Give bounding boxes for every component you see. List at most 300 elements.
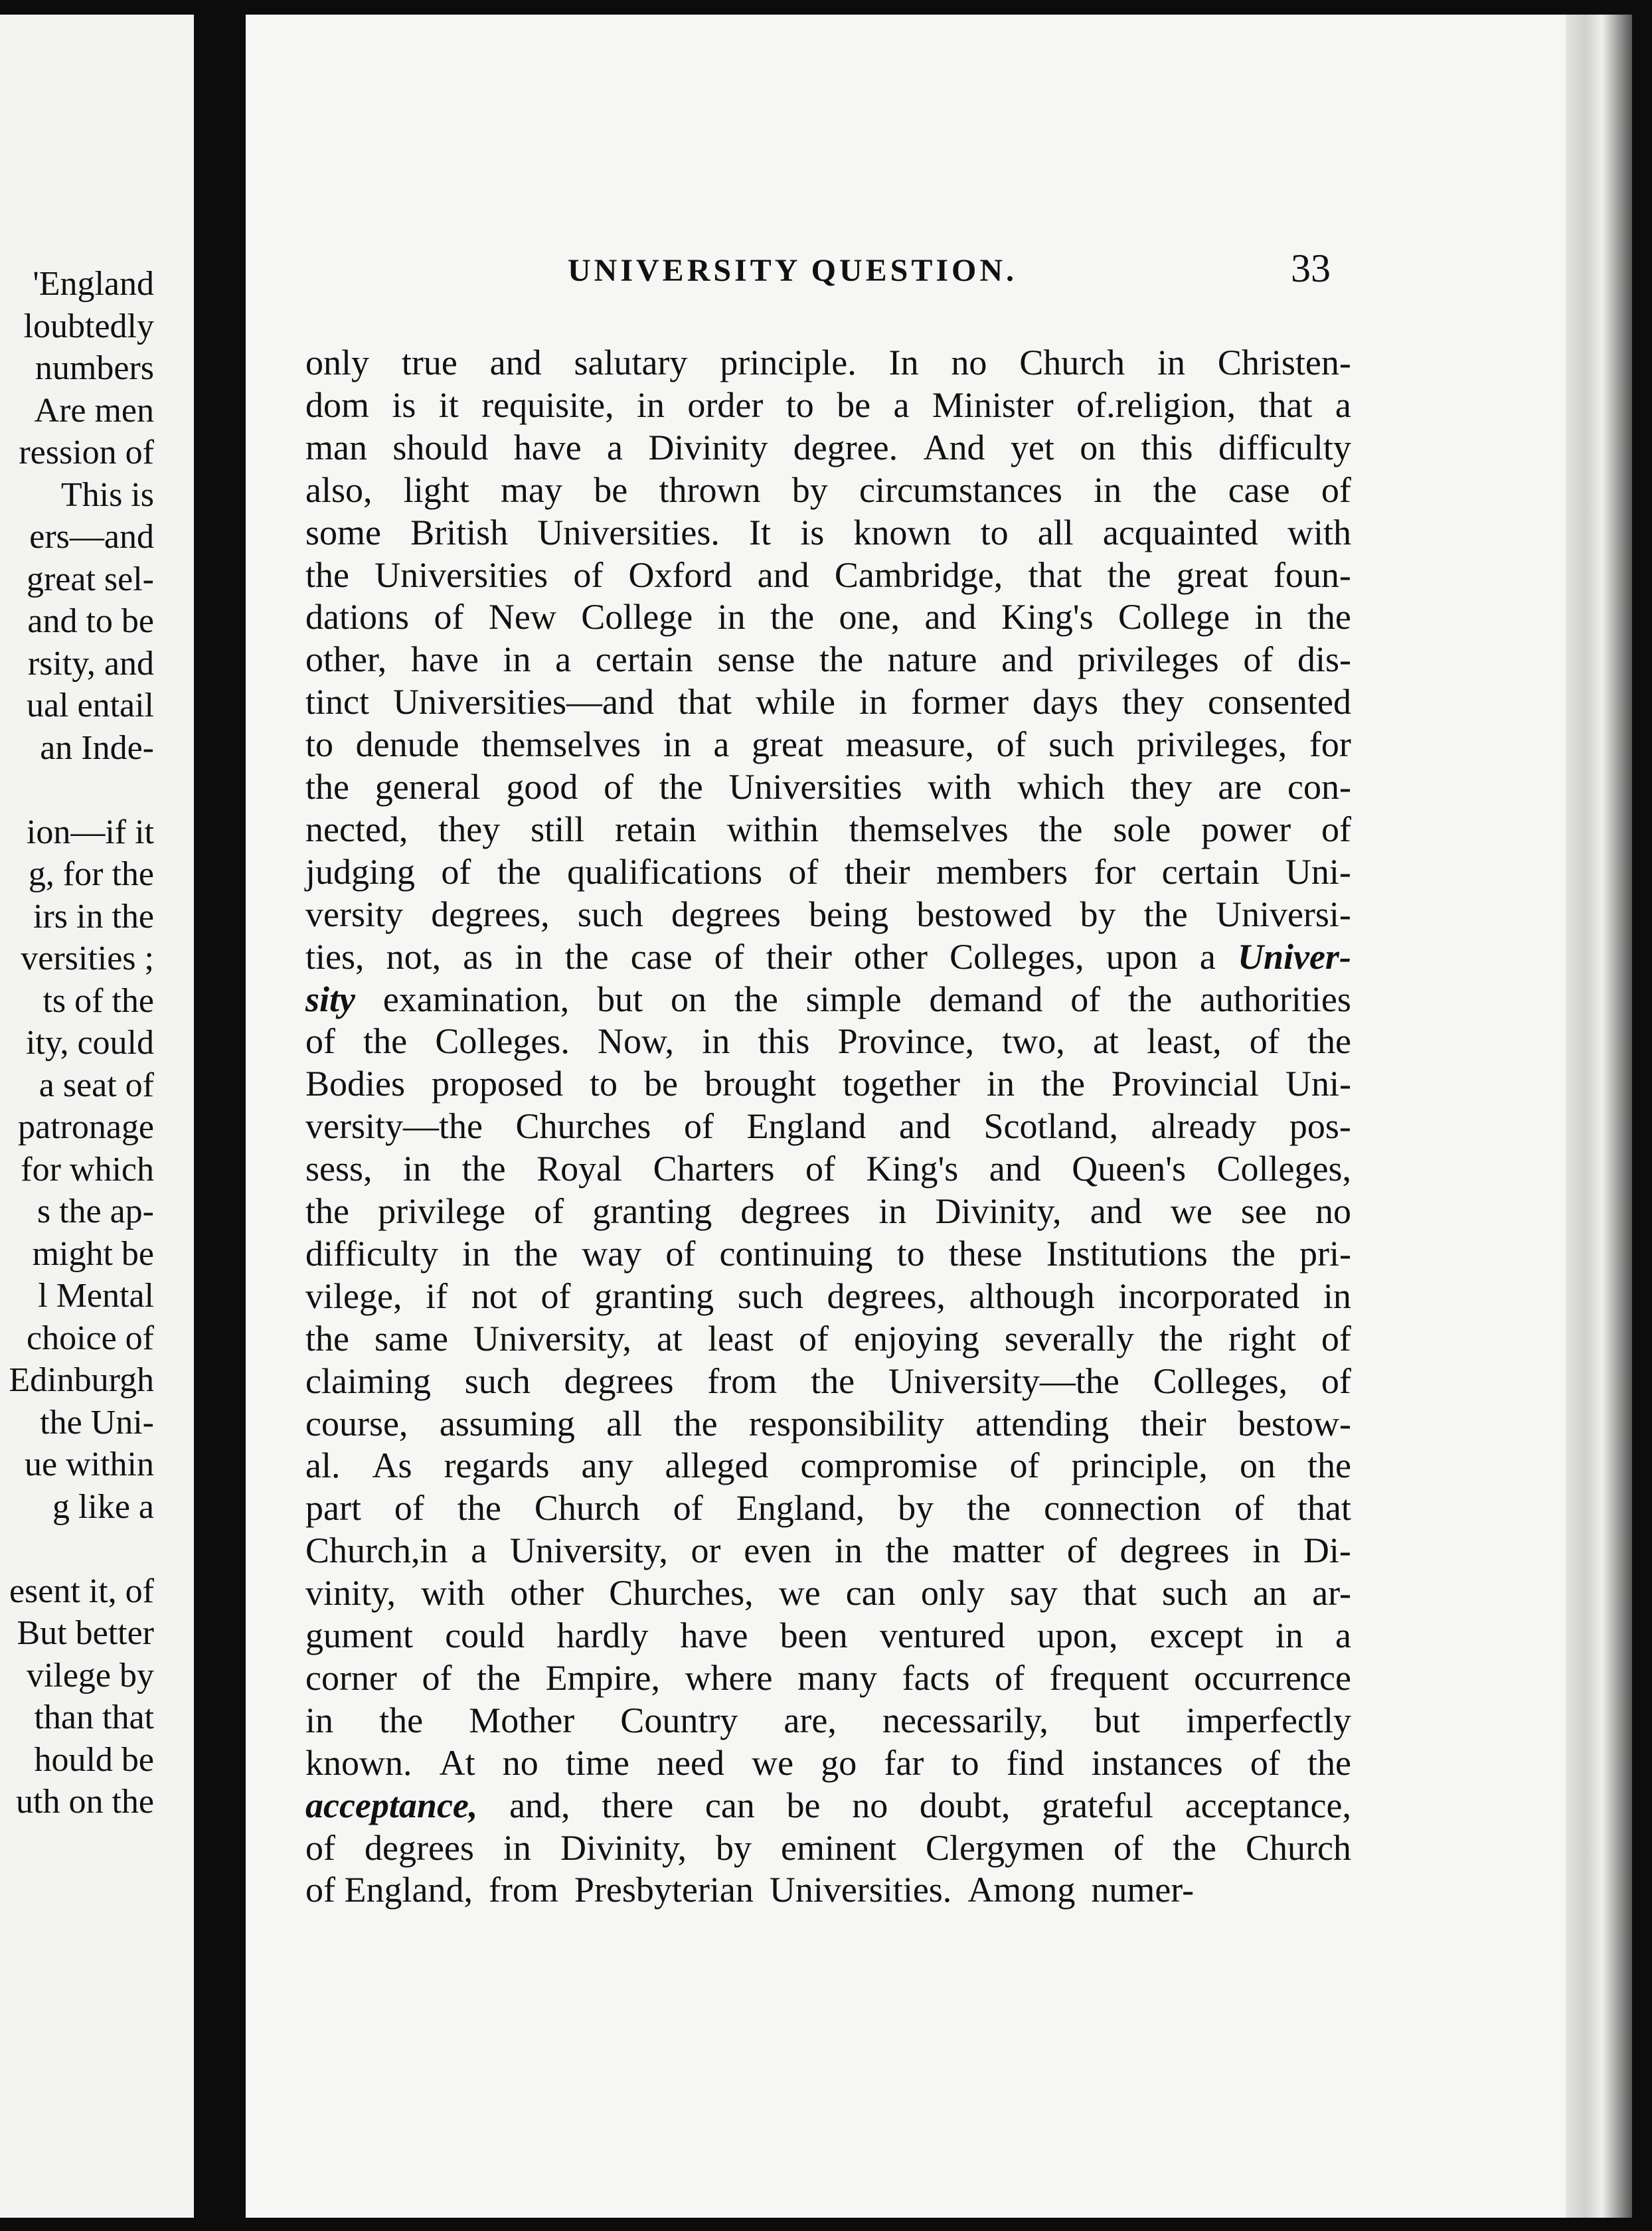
word: degrees: [1119, 1530, 1230, 1571]
word: a: [471, 1530, 487, 1571]
word: instances: [1091, 1742, 1223, 1783]
word: other: [854, 936, 928, 977]
text-line: [305, 892, 1351, 936]
word: are: [1218, 767, 1262, 807]
text-line: [305, 426, 1351, 469]
word: the: [1153, 469, 1197, 510]
word: Institutions: [1046, 1233, 1208, 1274]
word: attending: [975, 1403, 1110, 1444]
word: con-: [1287, 767, 1351, 807]
text-line: [305, 595, 1351, 639]
word: granting: [592, 1191, 712, 1231]
facing-page-line: and to be: [27, 602, 154, 640]
word: true: [401, 343, 457, 382]
word: al.: [305, 1446, 341, 1486]
word: Royal: [537, 1149, 623, 1189]
word: And: [923, 427, 985, 467]
word: we: [778, 1573, 821, 1613]
word: acquainted: [1102, 512, 1258, 552]
word: no: [951, 343, 987, 382]
word: it: [438, 384, 459, 425]
word: the: [1231, 1233, 1276, 1274]
word: with: [928, 767, 992, 807]
word: Christen-: [1217, 343, 1351, 382]
facing-page-line: ual entail: [26, 687, 154, 724]
text-line: [305, 1656, 1351, 1700]
word: of: [673, 1488, 703, 1529]
facing-page-line: ression of: [19, 434, 154, 471]
word: such: [577, 894, 643, 934]
word: the: [305, 1318, 349, 1359]
text-line: [305, 1444, 1351, 1487]
word: difficulty: [305, 1233, 438, 1274]
word: Universities: [728, 767, 902, 807]
facing-page-line: g like a: [52, 1487, 154, 1526]
word: Clergymen: [925, 1827, 1084, 1868]
word: known.: [305, 1742, 412, 1783]
word: such: [1048, 724, 1115, 765]
facing-page-line: great sel-: [26, 560, 154, 598]
word: matter: [952, 1530, 1044, 1571]
word: for: [1094, 851, 1136, 892]
text-line: [305, 1019, 1351, 1063]
word: a: [607, 427, 623, 467]
word: bestow-: [1237, 1403, 1351, 1444]
word: of: [683, 1106, 714, 1147]
word: former: [911, 682, 1009, 722]
facing-page-line: patronage: [17, 1108, 154, 1146]
word: themselves: [481, 724, 641, 765]
word: the: [1107, 554, 1151, 595]
word: the: [734, 979, 778, 1019]
word: the: [1038, 809, 1083, 849]
text-line: [305, 1868, 1351, 1912]
word: of: [1321, 809, 1351, 849]
word: University,: [509, 1530, 668, 1571]
word: the: [1159, 1318, 1203, 1359]
word: ventured: [879, 1615, 1005, 1655]
page-edge: [1566, 15, 1632, 2218]
word: great: [1176, 554, 1248, 595]
facing-page-line: g, for the: [28, 855, 154, 893]
word: acceptance,: [1185, 1785, 1351, 1825]
word: foun-: [1273, 554, 1351, 595]
word: could: [445, 1615, 525, 1655]
word: Church: [1019, 343, 1125, 382]
facing-page-line: versities ;: [21, 940, 154, 977]
word: continuing: [719, 1233, 873, 1274]
word: Queen's: [1072, 1149, 1186, 1189]
word: and: [1090, 1191, 1142, 1231]
word: be: [837, 384, 871, 425]
word: in: [859, 682, 888, 722]
word: a: [713, 724, 730, 765]
text-line: [305, 977, 1351, 1021]
word: of: [1234, 1488, 1264, 1529]
word: in: [637, 384, 665, 425]
word: in: [834, 1530, 863, 1571]
word: with: [421, 1573, 485, 1613]
word: proposed: [432, 1064, 563, 1104]
word: in: [403, 1149, 432, 1189]
word: Charters: [653, 1149, 775, 1189]
word: of: [1249, 1021, 1280, 1062]
word: In: [888, 343, 919, 382]
word: certain: [595, 639, 693, 680]
word: being: [809, 894, 889, 934]
word: an: [1253, 1573, 1287, 1613]
word: King's: [1001, 597, 1094, 637]
word: Among: [967, 1870, 1076, 1910]
word: the: [811, 1361, 855, 1401]
word: been: [780, 1615, 848, 1655]
word: the: [497, 851, 541, 892]
word: see: [1240, 1191, 1287, 1231]
word: of.religion,: [1076, 384, 1236, 425]
word: of: [1009, 1446, 1040, 1486]
text-line: [305, 553, 1351, 597]
word: dations: [305, 597, 409, 637]
text-line: [305, 1359, 1351, 1403]
facing-page-line: ity, could: [25, 1024, 154, 1062]
page-number: 33: [1291, 246, 1331, 290]
word: their: [1140, 1403, 1206, 1444]
facing-page-line: esent it, of: [9, 1572, 154, 1610]
word: at: [656, 1318, 683, 1359]
word: in: [878, 1191, 907, 1231]
word: nected,: [305, 809, 408, 849]
word: a: [1199, 936, 1216, 977]
word: in: [702, 1021, 730, 1062]
word: Cambridge,: [834, 554, 1003, 595]
word: the: [457, 1488, 501, 1529]
facing-page-line: But better: [17, 1614, 154, 1652]
word: there: [602, 1785, 674, 1825]
word: King's: [866, 1149, 959, 1189]
word: privileges,: [1136, 724, 1287, 765]
word: Universities.: [769, 1870, 952, 1910]
word: which: [1017, 767, 1105, 807]
text-line: [305, 1826, 1351, 1870]
word: the: [885, 1530, 930, 1571]
word: sess,: [305, 1149, 372, 1189]
word: and,: [509, 1785, 570, 1825]
text-line: [305, 1317, 1351, 1361]
word: retain: [615, 809, 697, 849]
word: not,: [386, 936, 442, 977]
word: dis-: [1297, 639, 1351, 680]
word: any: [581, 1446, 633, 1486]
facing-page-line: loubtedly: [23, 307, 154, 345]
word: far: [884, 1742, 924, 1783]
facing-page-line: Edinburgh: [9, 1361, 154, 1399]
word: Church: [534, 1488, 640, 1529]
word: numer-: [1091, 1870, 1195, 1910]
word: thrown: [659, 469, 761, 510]
word: of: [434, 597, 464, 637]
word: in: [503, 1827, 531, 1868]
word: As: [372, 1446, 412, 1486]
word: the: [305, 767, 349, 807]
facing-page-line: ts of the: [42, 981, 154, 1020]
word: consented: [1208, 682, 1351, 722]
text-line: [305, 1783, 1351, 1827]
word: be: [786, 1785, 821, 1825]
text-line: [305, 1274, 1351, 1318]
word: yet: [1010, 427, 1054, 467]
word: the: [379, 1700, 424, 1740]
word: in: [1094, 469, 1122, 510]
word: simple: [805, 979, 902, 1019]
word: at: [1092, 1021, 1119, 1062]
word: salutary: [574, 343, 688, 382]
word: Uni-: [1285, 851, 1351, 892]
word: ties,: [305, 936, 365, 977]
word: the: [819, 639, 863, 680]
word: that: [677, 682, 732, 722]
word: the: [1307, 1742, 1351, 1783]
word: severally: [1004, 1318, 1134, 1359]
word: and: [924, 597, 977, 637]
word: College: [581, 597, 693, 637]
word: way: [582, 1233, 642, 1274]
word: Country: [620, 1700, 738, 1740]
word: Empire,: [545, 1657, 661, 1698]
word: have: [680, 1615, 748, 1655]
text-line: [305, 1486, 1351, 1530]
word: tinct: [305, 682, 369, 722]
word: can: [704, 1785, 755, 1825]
word: they: [1130, 767, 1193, 807]
word: great: [752, 724, 823, 765]
word: should: [392, 427, 489, 467]
facing-page-line: This is: [60, 475, 154, 514]
word: by: [715, 1827, 752, 1868]
text-line: [305, 1571, 1351, 1615]
word: occurrence: [1194, 1657, 1351, 1698]
word: also,: [305, 469, 372, 510]
word: the: [1307, 597, 1351, 637]
word: all: [1037, 512, 1074, 552]
word: although: [969, 1276, 1095, 1316]
word: Uni-: [1285, 1064, 1351, 1104]
word: many: [797, 1657, 878, 1698]
word: these: [948, 1233, 1023, 1274]
facing-page-line: an Inde-: [40, 728, 154, 767]
word: of: [1113, 1827, 1143, 1868]
word: find: [1006, 1742, 1064, 1783]
word: in: [717, 597, 746, 637]
word: Colleges.: [435, 1021, 570, 1062]
text-line: [305, 680, 1351, 724]
word: other: [510, 1573, 584, 1613]
word: Colleges,: [950, 936, 1084, 977]
word: in: [1254, 597, 1283, 637]
text-line: [305, 1529, 1351, 1572]
text-line: [305, 765, 1351, 809]
word: the: [461, 1149, 506, 1189]
facing-page-line: ue within: [25, 1446, 154, 1483]
word: the: [1307, 1021, 1351, 1062]
word: examination,: [382, 979, 570, 1019]
word: or: [691, 1530, 721, 1571]
facing-page-left: [0, 15, 194, 2218]
word: case: [1228, 469, 1290, 510]
word: and: [1001, 639, 1054, 680]
word: of: [1066, 1530, 1097, 1571]
word: a: [1335, 384, 1351, 425]
word: to: [896, 1233, 925, 1274]
word: Scotland,: [983, 1106, 1118, 1147]
text-line: [305, 511, 1351, 554]
word: responsibility: [748, 1403, 944, 1444]
text-line: [305, 468, 1351, 512]
text-line: [305, 1232, 1351, 1276]
facing-page-line: than that: [34, 1698, 154, 1736]
word: Presbyterian: [574, 1870, 754, 1910]
word: by: [1080, 894, 1116, 934]
word: England: [746, 1106, 867, 1147]
word: Colleges,: [1216, 1149, 1351, 1189]
word: their: [844, 851, 910, 892]
word: Church,in: [305, 1530, 448, 1571]
word: by: [791, 469, 828, 510]
word: go: [821, 1742, 857, 1783]
word: only: [920, 1573, 985, 1613]
word: College: [1118, 597, 1230, 637]
facing-page-line: rsity, and: [27, 644, 154, 683]
word: known: [853, 512, 951, 552]
text-line: [305, 850, 1351, 894]
word: Oxford: [628, 554, 732, 595]
facing-page-line: l Mental: [38, 1277, 154, 1315]
word: the: [514, 1233, 558, 1274]
word: alleged: [665, 1446, 769, 1486]
word: degrees: [564, 1361, 674, 1401]
word: of: [1321, 1361, 1351, 1401]
word: may: [501, 469, 563, 510]
word: on: [670, 979, 706, 1019]
word: upon,: [1036, 1615, 1118, 1655]
text-line: [305, 1062, 1351, 1106]
word: light: [403, 469, 469, 510]
word: hardly: [556, 1615, 649, 1655]
text-line: [305, 1741, 1351, 1785]
word: facts: [902, 1657, 970, 1698]
word: ar-: [1312, 1573, 1351, 1613]
word: from: [488, 1870, 558, 1910]
word: privilege: [378, 1191, 506, 1231]
word: frequent: [1049, 1657, 1169, 1698]
word: such: [737, 1276, 803, 1316]
word: if: [426, 1276, 448, 1316]
facing-page-line: s the ap-: [37, 1193, 154, 1230]
word: of: [441, 851, 471, 892]
word: other,: [305, 639, 387, 680]
word: the: [967, 1488, 1011, 1529]
facing-page-line: numbers: [35, 349, 154, 387]
word: pri-: [1299, 1233, 1351, 1274]
word: Bodies: [305, 1064, 406, 1104]
word: the: [1172, 1827, 1216, 1868]
word: of: [665, 1233, 696, 1274]
word: of: [1243, 639, 1274, 680]
word: the: [305, 1191, 349, 1231]
word: Colleges,: [1153, 1361, 1288, 1401]
word: power: [1201, 809, 1291, 849]
word: of: [604, 767, 634, 807]
word: in: [1157, 343, 1186, 382]
word: the: [673, 1403, 718, 1444]
word: this: [758, 1021, 810, 1062]
running-header: UNIVERSITY QUESTION.: [568, 253, 1018, 288]
word: sense: [717, 639, 795, 680]
word: no: [502, 1742, 538, 1783]
word: general: [374, 767, 481, 807]
word: British: [410, 512, 509, 552]
word: Church: [1245, 1827, 1351, 1868]
word: corner: [305, 1657, 397, 1698]
word: England,: [736, 1488, 865, 1529]
word: some: [305, 512, 381, 552]
word: certain: [1161, 851, 1260, 892]
word: we: [1170, 1191, 1212, 1231]
word: to: [305, 724, 334, 765]
text-line: [305, 807, 1351, 851]
word: good: [506, 767, 578, 807]
word: of: [305, 1021, 335, 1062]
word: Provincial: [1112, 1064, 1259, 1104]
word: order: [687, 384, 764, 425]
word: that: [1082, 1573, 1137, 1613]
word: course,: [305, 1403, 408, 1444]
word: doubt,: [919, 1785, 1011, 1825]
text-line: [305, 1613, 1351, 1657]
word: we: [752, 1742, 794, 1783]
word: in: [305, 1700, 334, 1740]
word: they: [438, 809, 501, 849]
word: two,: [1002, 1021, 1065, 1062]
facing-page-line: hould be: [34, 1740, 154, 1779]
text-line: [305, 1698, 1351, 1742]
word: degrees,: [827, 1276, 946, 1316]
word: claiming: [305, 1361, 431, 1401]
text-line: [305, 1189, 1351, 1233]
word: to: [785, 384, 814, 425]
word: in: [987, 1064, 1015, 1104]
word: At: [439, 1742, 475, 1783]
word: right: [1228, 1318, 1296, 1359]
word: the: [363, 1021, 408, 1062]
italic-word: sity: [305, 979, 355, 1019]
word: to: [980, 512, 1009, 552]
word: of: [1250, 1742, 1280, 1783]
word: of: [996, 724, 1027, 765]
word: least: [707, 1318, 774, 1359]
word: one,: [839, 597, 900, 637]
word: a: [1335, 1615, 1351, 1655]
word: the: [305, 554, 349, 595]
word: such: [464, 1361, 531, 1401]
word: where: [685, 1657, 773, 1698]
word: difficulty: [1218, 427, 1351, 467]
word: privileges: [1077, 639, 1219, 680]
word: still: [531, 809, 585, 849]
word: demand: [929, 979, 1043, 1019]
text-line: [305, 383, 1351, 427]
word: Universities—and: [393, 682, 654, 722]
word: necessarily,: [882, 1700, 1048, 1740]
